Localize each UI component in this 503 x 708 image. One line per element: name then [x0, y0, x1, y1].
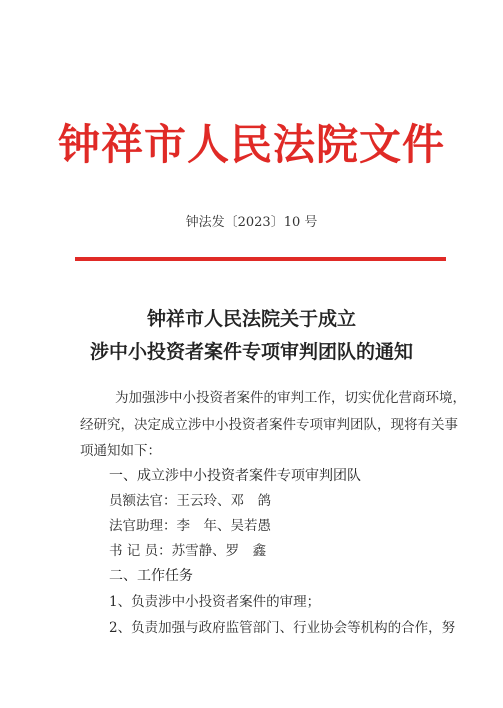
document-masthead: 钟祥市人民法院文件 [57, 120, 445, 169]
red-divider-line [75, 257, 446, 261]
document-number: 钟法发〔2023〕10 号 [185, 215, 318, 230]
team-assistants: 法官助理：李 年、吴若愚 [109, 518, 271, 534]
notice-title-line-2: 涉中小投资者案件专项审判团队的通知 [89, 341, 413, 363]
team-clerks: 书 记 员：苏雪静、罗 鑫 [109, 543, 267, 559]
section-heading-team: 一、成立涉中小投资者案件专项审判团队 [109, 468, 361, 484]
intro-paragraph-line-1: 为加强涉中小投资者案件的审判工作，切实优化营商环境， [115, 390, 466, 406]
intro-paragraph-line-2: 经研究，决定成立涉中小投资者案件专项审判团队，现将有关事 [80, 417, 458, 433]
notice-title-line-1: 钟祥市人民法院关于成立 [146, 308, 356, 330]
section-heading-tasks: 二、工作任务 [109, 568, 193, 584]
task-item-1: 1、负责涉中小投资者案件的审理； [109, 594, 321, 610]
team-judges: 员额法官：王云玲、邓 鸽 [109, 493, 271, 509]
intro-paragraph-line-3: 项通知如下： [80, 443, 161, 459]
task-item-2: 2、负责加强与政府监管部门、行业协会等机构的合作，努 [109, 620, 456, 636]
